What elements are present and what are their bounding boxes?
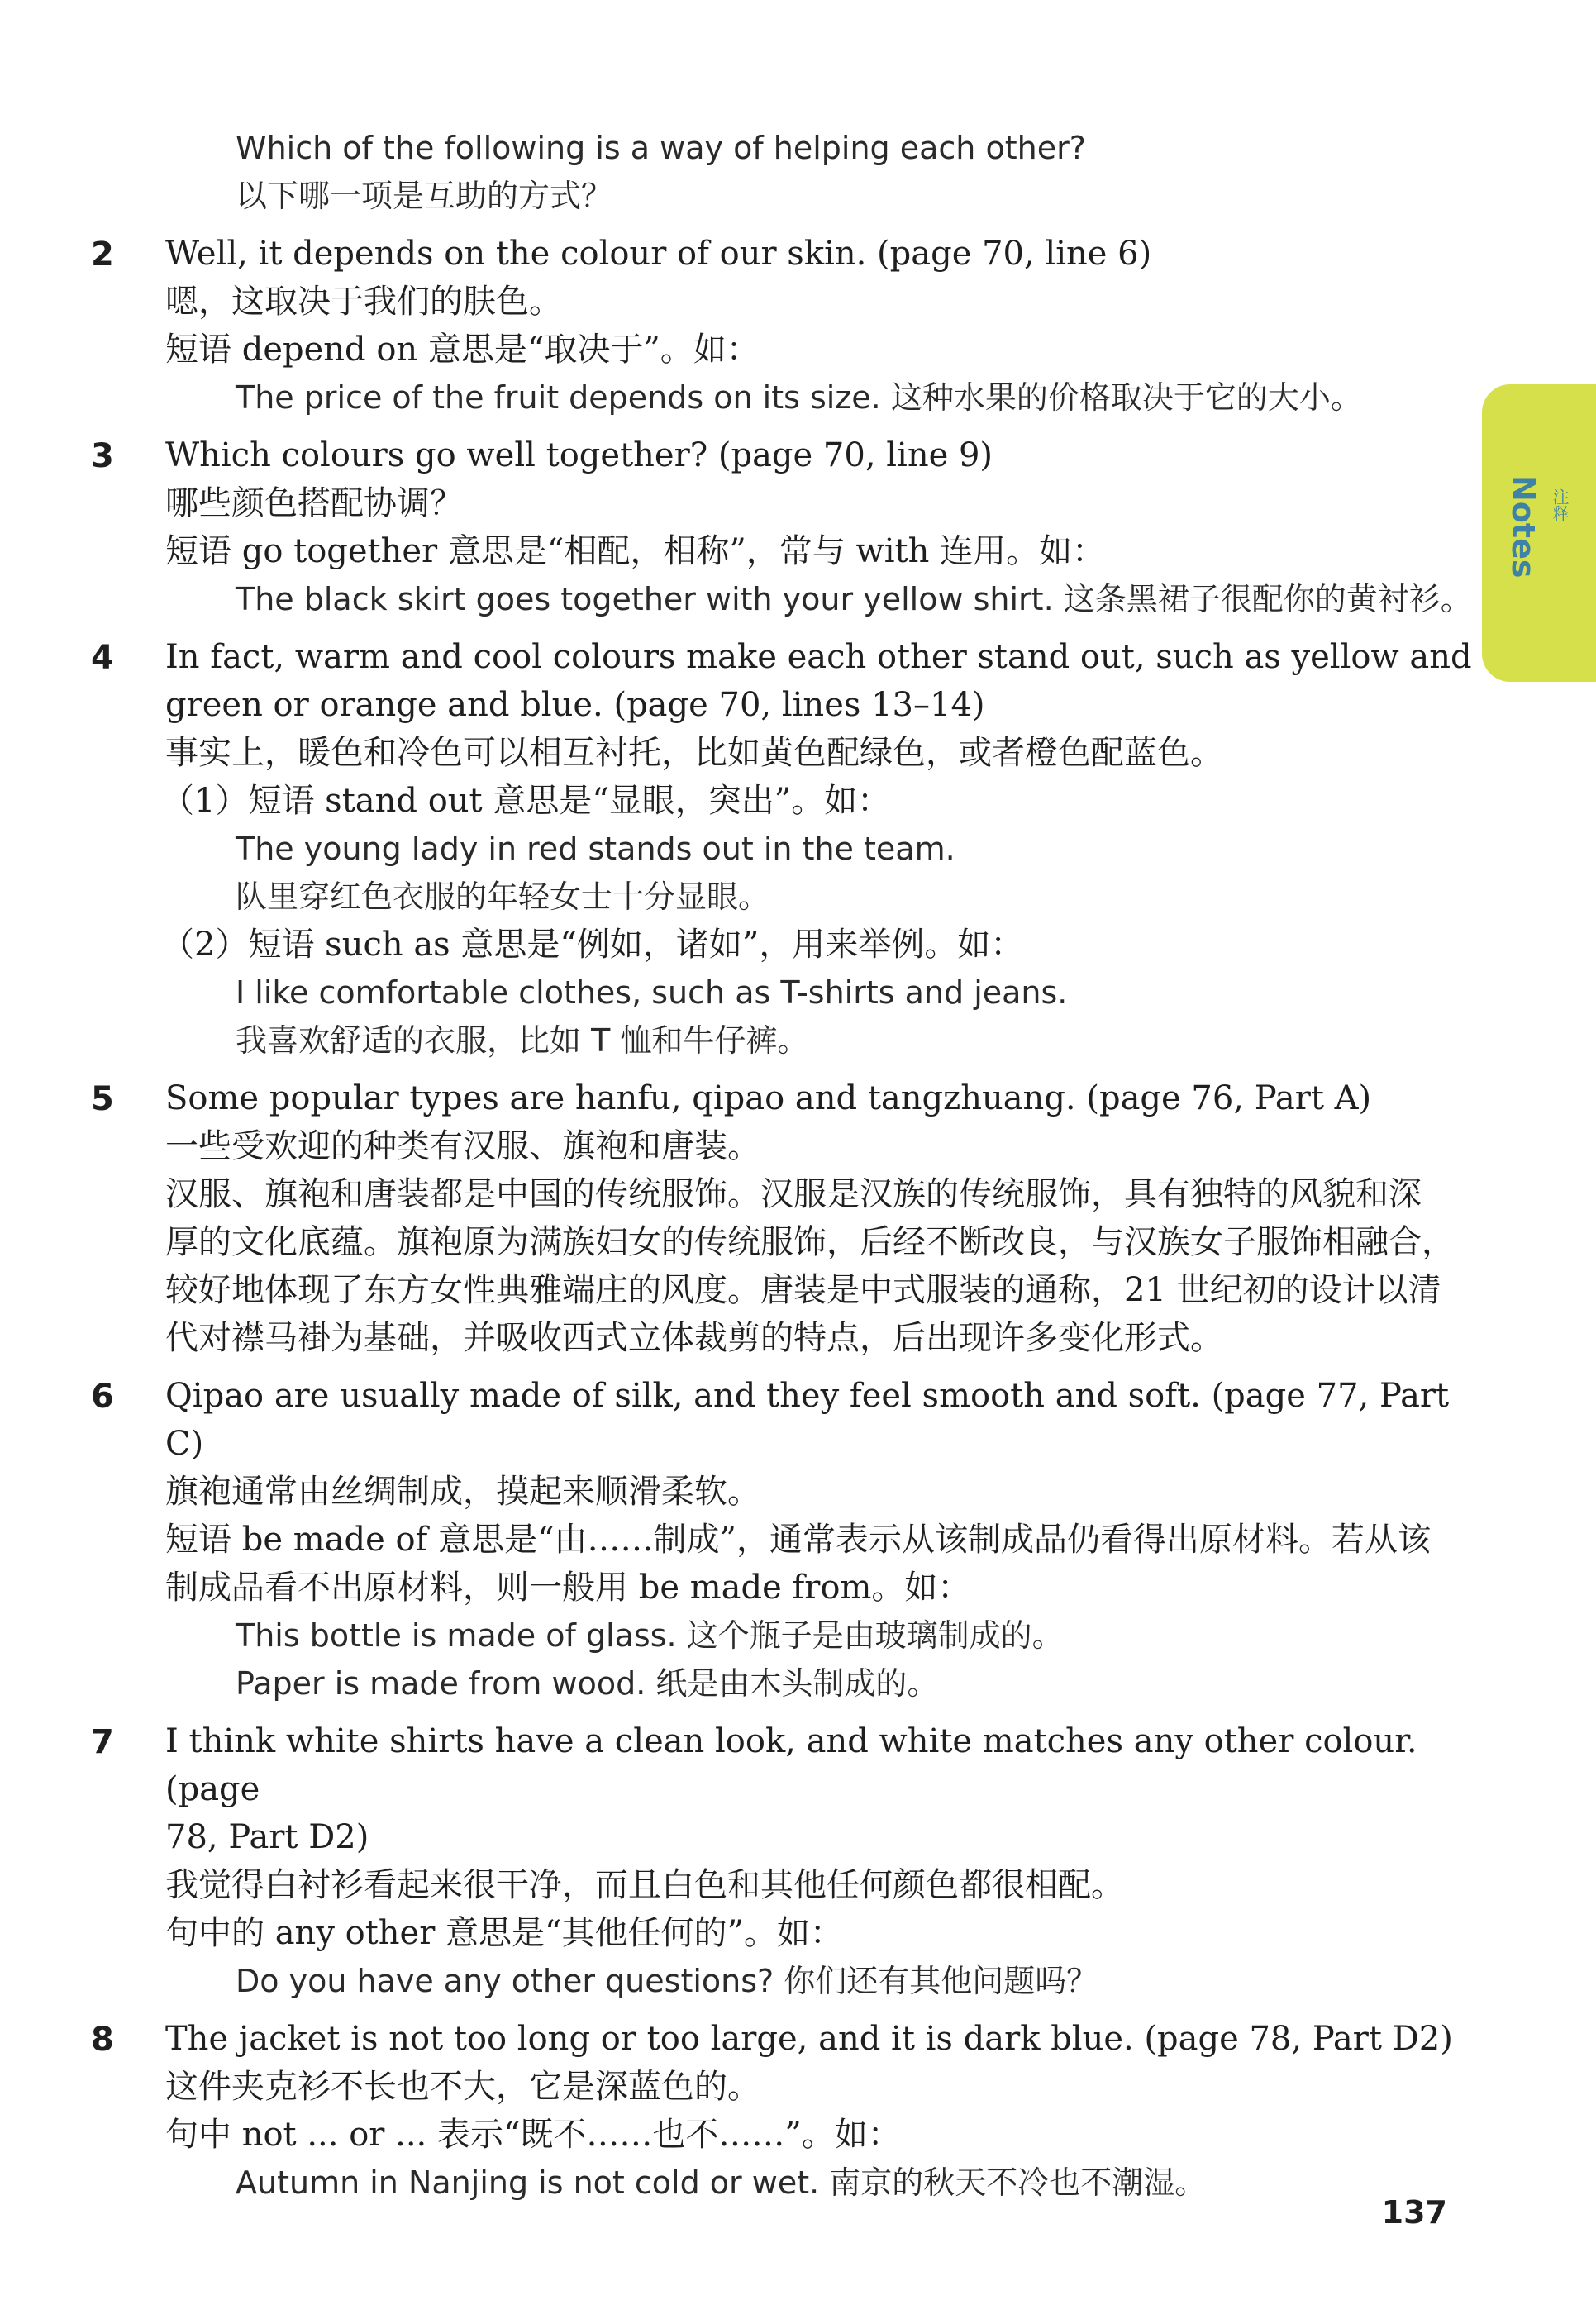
note-line: 旗袍通常由丝绸制成，摸起来顺滑柔软。 <box>165 1473 760 1511</box>
note-line: 代对襟马褂为基础，并吸收西式立体裁剪的特点，后出现许多变化形式。 <box>165 1319 1223 1357</box>
note-number: 7 <box>91 1723 114 1761</box>
note-line: Qipao are usually made of silk, and they feel smooth and soft. (page 77, Part C) <box>165 1377 1450 1463</box>
note-line: 事实上，暖色和冷色可以相互衬托，比如黄色配绿色，或者橙色配蓝色。 <box>165 734 1223 772</box>
note-line: 厚的文化底蕴。旗袍原为满族妇女的传统服饰，后经不断改良，与汉族女子服饰相融合， <box>165 1223 1455 1261</box>
example-line: The black skirt goes together with your yellow shirt. 这条黑裙子很配你的黄衬衫。 <box>236 581 1472 617</box>
note-line: 短语 be made of 意思是“由……制成”，通常表示从该制成品仍看得出原材料。若从该 <box>165 1521 1431 1559</box>
example-line: Autumn in Nanjing is not cold or wet. 南京的秋天不冷也不潮湿。 <box>236 2164 1207 2201</box>
note-line: Some popular types are hanfu, qipao and tangzhuang. (page 76, Part A) <box>165 1079 1372 1117</box>
note-number: 4 <box>91 639 114 677</box>
note-line: 这件夹克衫不长也不大，它是深蓝色的。 <box>165 2068 760 2106</box>
example-line: I like comfortable clothes, such as T-shirts and jeans. <box>236 974 1068 1011</box>
note-line: 较好地体现了东方女性典雅端庄的风度。唐装是中式服装的通称，21 世纪初的设计以清 <box>165 1271 1441 1309</box>
intro-example-en: Which of the following is a way of helping each other? <box>236 130 1086 166</box>
note-number: 2 <box>91 236 114 274</box>
page-number: 137 <box>1381 2194 1447 2231</box>
note-line: Well, it depends on the colour of our skin. (page 70, line 6) <box>165 235 1152 273</box>
example-line: 队里穿红色衣服的年轻女士十分显眼。 <box>236 879 770 915</box>
note-6 <box>79 1372 1484 1707</box>
side-tab-label-zh: 注释 <box>1550 488 1570 521</box>
note-5 <box>79 1074 1484 1362</box>
side-tab-label: Notes <box>1505 475 1541 579</box>
note-line: 我觉得白衬衫看起来很干净，而且白色和其他任何颜色都很相配。 <box>165 1866 1124 1904</box>
note-line: 短语 depend on 意思是“取决于”。如： <box>165 331 760 369</box>
note-line: 制成品看不出原材料，则一般用 be made from。如： <box>165 1569 971 1607</box>
note-line: 哪些颜色搭配协调？ <box>165 484 463 522</box>
subnote-1: （1）短语 stand out 意思是“显眼，突出”。如： <box>161 782 891 820</box>
example-line: Paper is made from wood. 纸是由木头制成的。 <box>236 1665 939 1702</box>
note-line: green or orange and blue. (page 70, lines 13–14) <box>165 686 985 724</box>
note-line: 句中 not ... or ... 表示“既不……也不……”。如： <box>165 2116 901 2154</box>
note-line: 78, Part D2) <box>165 1818 369 1856</box>
notes-side-tab <box>1482 384 1596 682</box>
note-line: 嗯，这取决于我们的肤色。 <box>165 283 562 321</box>
note-line: I think white shirts have a clean look, and white matches any other colour. (page <box>165 1722 1417 1808</box>
note-line: 短语 go together 意思是“相配，相称”，常与 with 连用。如： <box>165 532 1106 570</box>
example-line: This bottle is made of glass. 这个瓶子是由玻璃制成的。 <box>236 1617 1064 1654</box>
note-2 <box>79 230 1484 421</box>
notes-content <box>79 124 1484 2207</box>
example-line: 我喜欢舒适的衣服，比如 T 恤和牛仔裤。 <box>236 1022 809 1059</box>
note-8 <box>79 2015 1484 2207</box>
subnote-2: （2）短语 such as 意思是“例如，诸如”，用来举例。如： <box>161 926 1024 964</box>
example-line: The young lady in red stands out in the team. <box>236 831 955 867</box>
note-line: 汉服、旗袍和唐装都是中国的传统服饰。汉服是汉族的传统服饰，具有独特的风貌和深 <box>165 1175 1422 1213</box>
note-line: 一些受欢迎的种类有汉服、旗袍和唐装。 <box>165 1127 760 1165</box>
note-number: 3 <box>91 437 114 475</box>
note-number: 5 <box>91 1080 114 1118</box>
note-line: The jacket is not too long or too large, and it is dark blue. (page 78, Part D2) <box>165 2020 1453 2058</box>
example-line: Do you have any other questions? 你们还有其他问题吗？ <box>236 1963 1098 1999</box>
note-7 <box>79 1717 1484 2005</box>
note-number: 8 <box>91 2021 114 2059</box>
note-line: In fact, warm and cool colours make each other stand out, such as yellow and <box>165 638 1472 676</box>
note-number: 6 <box>91 1378 114 1416</box>
note-3 <box>79 431 1484 623</box>
intro-example-zh: 以下哪一项是互助的方式？ <box>236 178 613 214</box>
note-line: 句中的 any other 意思是“其他任何的”。如： <box>165 1914 843 1952</box>
note-line: Which colours go well together? (page 70, line 9) <box>165 436 993 474</box>
example-line: The price of the fruit depends on its size. 这种水果的价格取决于它的大小。 <box>236 379 1362 416</box>
note-4 <box>79 633 1484 1064</box>
